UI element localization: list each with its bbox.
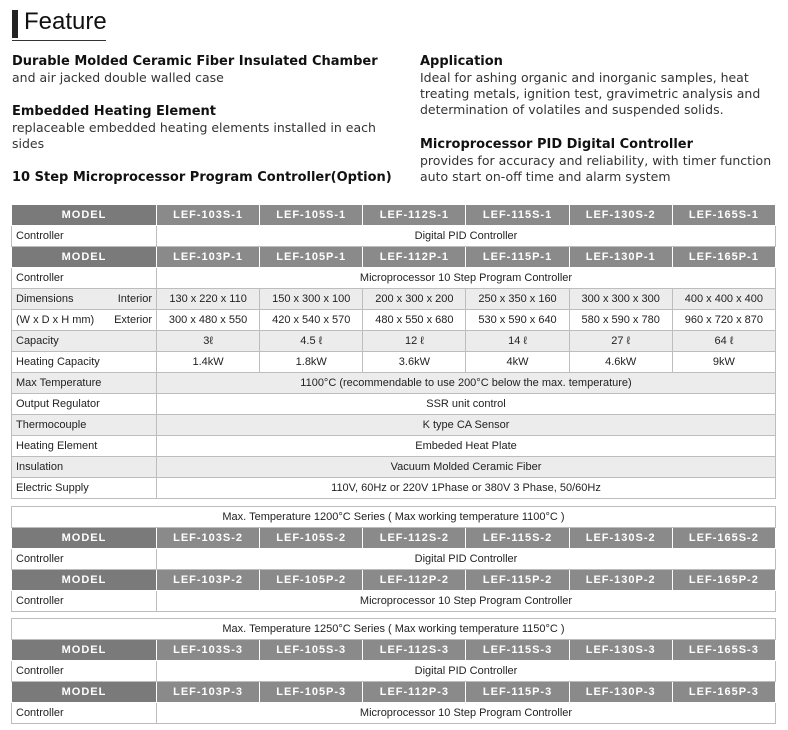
application-heading: Application [420,54,503,69]
model-label: MODEL [12,570,157,591]
heating-capacity-row [12,352,776,373]
model-cell: LEF-103P-1 [157,247,260,268]
series-title-row [12,507,776,528]
model-cell: LEF-115S-3 [466,640,569,661]
model-cell: LEF-130S-3 [569,640,672,661]
model-cell: LEF-130P-1 [569,247,672,268]
feature-pid [420,137,780,185]
interior-cell: 130 x 220 x 110 [157,289,260,310]
interior-cell: 200 x 300 x 200 [363,289,466,310]
exterior-cell: 580 x 590 x 780 [569,310,672,331]
thermocouple-label: Thermocouple [12,415,157,436]
model-header-row-p [12,570,776,591]
interior-cell: 400 x 400 x 400 [672,289,775,310]
controller-value: Digital PID Controller [157,549,776,570]
capacity-label: Capacity [12,331,157,352]
model-header-row-p [12,247,776,268]
thermocouple-value: K type CA Sensor [157,415,776,436]
heating-capacity-label: Heating Capacity [12,352,157,373]
model-header-row-p [12,682,776,703]
electric-supply-label: Electric Supply [12,478,157,499]
application-text-2: treating metals, ignition test, gravimetric analysis and [420,86,761,101]
max-temp-label: Max Temperature [12,373,157,394]
model-cell: LEF-112P-3 [363,682,466,703]
controller-row [12,549,776,570]
controller-label: Controller [12,268,157,289]
model-cell: LEF-130S-2 [569,205,672,226]
series-1250-table [11,618,776,724]
model-cell: LEF-115S-2 [466,528,569,549]
controller-value: Digital PID Controller [157,661,776,682]
dimensions-unit: (W x D x H mm) [16,314,95,326]
model-cell: LEF-105P-3 [260,682,363,703]
pid-text-1: provides for accuracy and reliability, with timer function [420,153,772,168]
interior-label: Interior [117,293,152,305]
model-cell: LEF-112P-2 [363,570,466,591]
model-cell: LEF-103S-1 [157,205,260,226]
capacity-cell: 27 ℓ [569,331,672,352]
heating-text-1: replaceable embedded heating elements installed in each [12,120,376,135]
model-cell: LEF-103P-3 [157,682,260,703]
model-cell: LEF-165P-2 [672,570,775,591]
controller-value: Microprocessor 10 Step Program Controller [157,268,776,289]
feature-chamber [12,54,402,86]
electric-supply-row [12,478,776,499]
exterior-cell: 480 x 550 x 680 [363,310,466,331]
model-label: MODEL [12,247,157,268]
capacity-cell: 12 ℓ [363,331,466,352]
capacity-cell: 4.5 ℓ [260,331,363,352]
model-cell: LEF-115P-1 [466,247,569,268]
title-accent-bar [12,10,18,38]
model-label: MODEL [12,528,157,549]
capacity-cell: 3ℓ [157,331,260,352]
exterior-label: Exterior [114,314,152,326]
dimensions-exterior-row [12,310,776,331]
feature-option [12,170,402,186]
option-heading: 10 Step Microprocessor Program Controller(Option) [12,170,392,185]
model-header-row-s [12,640,776,661]
controller-label: Controller [12,549,157,570]
model-cell: LEF-165P-1 [672,247,775,268]
controller-value: Microprocessor 10 Step Program Controller [157,591,776,612]
model-cell: LEF-105P-1 [260,247,363,268]
controller-label: Controller [12,226,157,247]
thermocouple-row [12,415,776,436]
capacity-cell: 64 ℓ [672,331,775,352]
controller-row [12,661,776,682]
model-cell: LEF-112S-2 [363,528,466,549]
model-cell: LEF-115S-1 [466,205,569,226]
page-title: Feature [24,8,107,35]
model-label: MODEL [12,682,157,703]
heating-capacity-cell: 1.8kW [260,352,363,373]
model-cell: LEF-112P-1 [363,247,466,268]
series-1200-table [11,506,776,612]
controller-row [12,268,776,289]
model-cell: LEF-130P-3 [569,682,672,703]
insulation-row [12,457,776,478]
controller-row [12,591,776,612]
pid-heading: Microprocessor PID Digital Controller [420,137,694,152]
exterior-cell: 960 x 720 x 870 [672,310,775,331]
chamber-text: and air jacked double walled case [12,70,224,85]
heating-capacity-cell: 1.4kW [157,352,260,373]
output-value: SSR unit control [157,394,776,415]
series-title-row [12,619,776,640]
model-cell: LEF-130S-2 [569,528,672,549]
exterior-cell: 420 x 540 x 570 [260,310,363,331]
model-cell: LEF-105S-1 [260,205,363,226]
heating-heading: Embedded Heating Element [12,104,217,119]
max-temp-value: 1100°C (recommendable to use 200°C below the max. temperature) [157,373,776,394]
dimensions-label: Dimensions [16,293,74,305]
title-underline [12,40,106,41]
model-cell: LEF-103S-2 [157,528,260,549]
pid-text-2: auto start on-off time and alarm system [420,169,671,184]
interior-cell: 300 x 300 x 300 [569,289,672,310]
controller-row [12,226,776,247]
model-cell: LEF-165S-3 [672,640,775,661]
model-cell: LEF-103S-3 [157,640,260,661]
model-cell: LEF-115P-2 [466,570,569,591]
controller-row [12,703,776,724]
controller-label: Controller [12,661,157,682]
output-label: Output Regulator [12,394,157,415]
model-cell: LEF-105P-2 [260,570,363,591]
model-header-row-s [12,205,776,226]
controller-value: Microprocessor 10 Step Program Controller [157,703,776,724]
model-cell: LEF-105S-3 [260,640,363,661]
application-text-1: Ideal for ashing organic and inorganic samples, heat [420,70,749,85]
max-temp-row [12,373,776,394]
heating-capacity-cell: 4kW [466,352,569,373]
series-1250-title: Max. Temperature 1250°C Series ( Max working temperature 1150°C ) [12,619,776,640]
chamber-heading: Durable Molded Ceramic Fiber Insulated Chamber [12,54,378,69]
model-cell: LEF-103P-2 [157,570,260,591]
heating-element-row [12,436,776,457]
model-label: MODEL [12,205,157,226]
model-cell: LEF-165S-2 [672,528,775,549]
capacity-row [12,331,776,352]
insulation-label: Insulation [12,457,157,478]
heating-capacity-cell: 9kW [672,352,775,373]
output-row [12,394,776,415]
interior-cell: 150 x 300 x 100 [260,289,363,310]
insulation-value: Vacuum Molded Ceramic Fiber [157,457,776,478]
heating-text-2: sides [12,136,45,151]
electric-supply-value: 110V, 60Hz or 220V 1Phase or 380V 3 Phase, 50/60Hz [157,478,776,499]
model-cell: LEF-130P-2 [569,570,672,591]
heating-element-label: Heating Element [12,436,157,457]
model-cell: LEF-165P-3 [672,682,775,703]
exterior-cell: 300 x 480 x 550 [157,310,260,331]
model-cell: LEF-112S-1 [363,205,466,226]
capacity-cell: 14 ℓ [466,331,569,352]
heating-element-value: Embeded Heat Plate [157,436,776,457]
heating-capacity-cell: 4.6kW [569,352,672,373]
model-label: MODEL [12,640,157,661]
exterior-cell: 530 x 590 x 640 [466,310,569,331]
model-cell: LEF-112S-3 [363,640,466,661]
feature-heating [12,104,402,152]
dimensions-interior-row [12,289,776,310]
controller-label: Controller [12,703,157,724]
spec-table [11,204,776,499]
feature-application [420,54,780,118]
heating-capacity-cell: 3.6kW [363,352,466,373]
series-1200-title: Max. Temperature 1200°C Series ( Max working temperature 1100°C ) [12,507,776,528]
model-header-row-s [12,528,776,549]
application-text-3: determination of volatiles and suspended solids. [420,102,724,117]
interior-cell: 250 x 350 x 160 [466,289,569,310]
model-cell: LEF-115P-3 [466,682,569,703]
controller-label: Controller [12,591,157,612]
controller-value: Digital PID Controller [157,226,776,247]
model-cell: LEF-165S-1 [672,205,775,226]
model-cell: LEF-105S-2 [260,528,363,549]
